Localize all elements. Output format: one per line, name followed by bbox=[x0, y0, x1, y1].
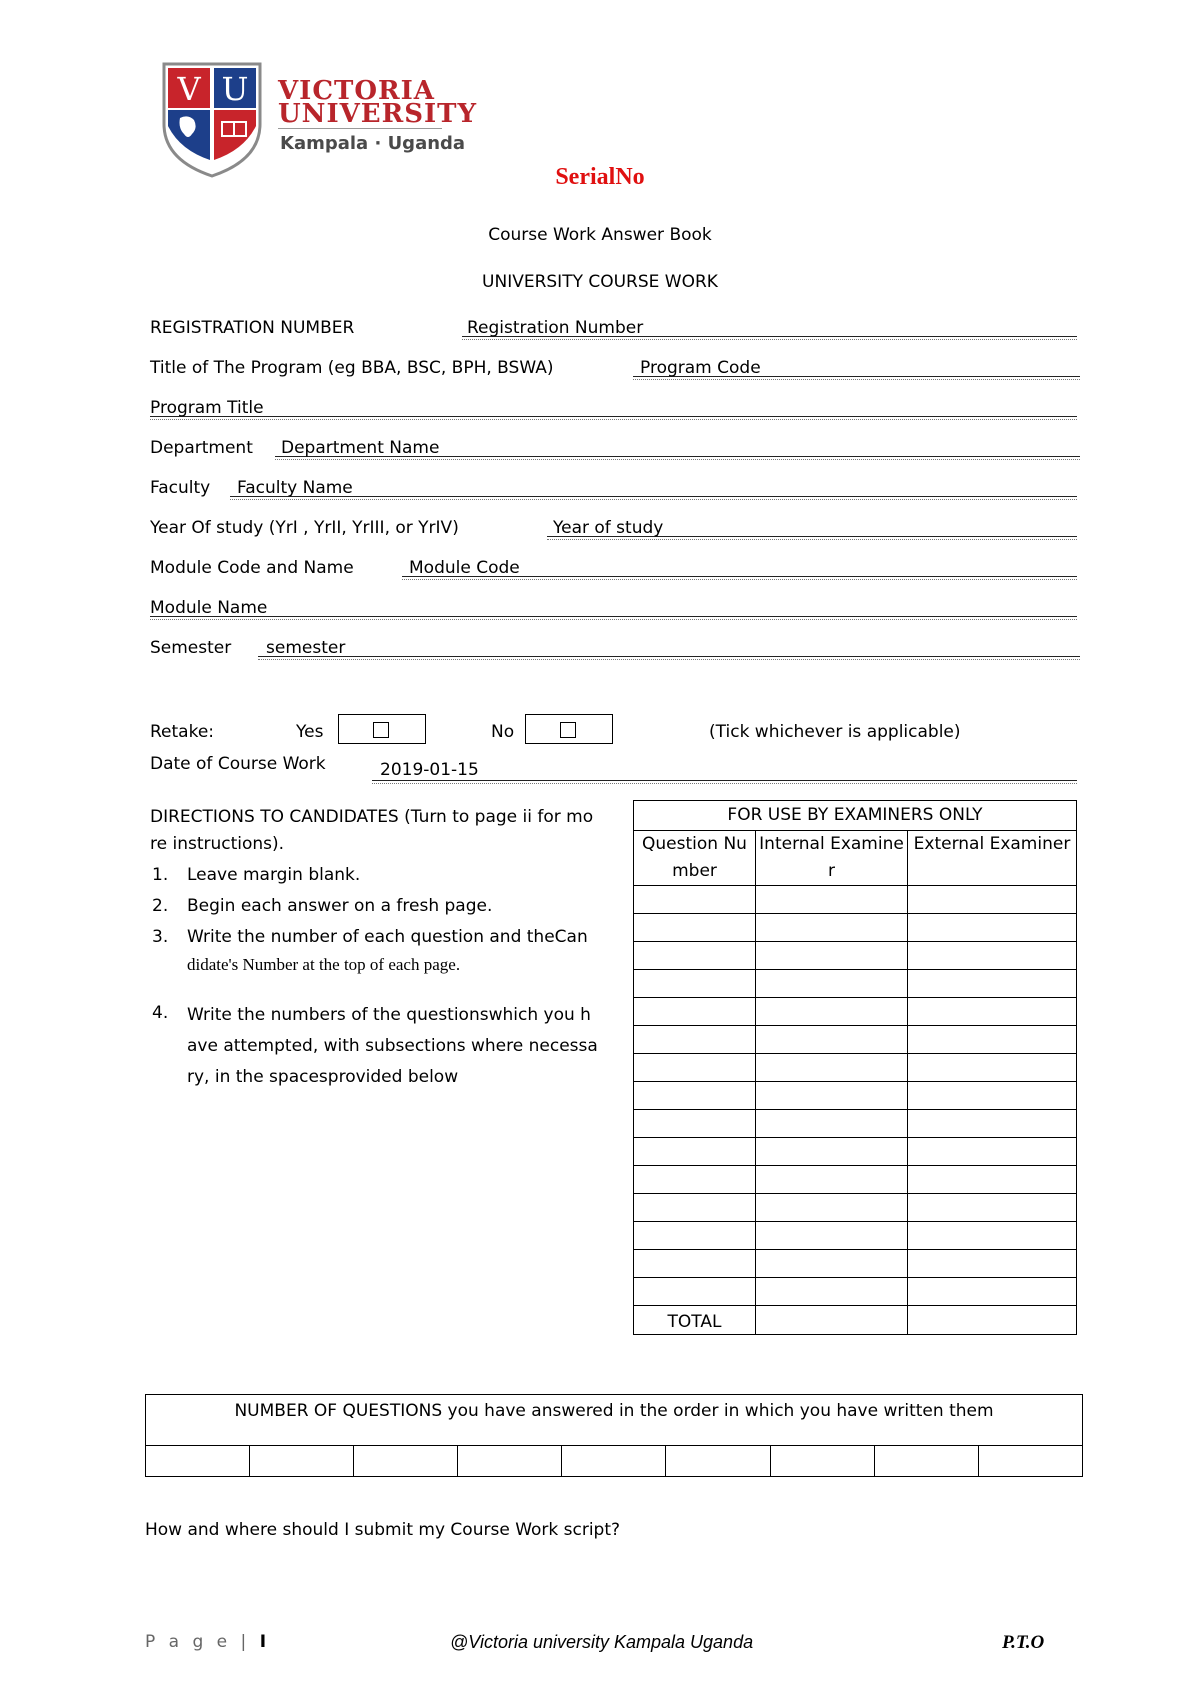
question-number-cell[interactable] bbox=[634, 1166, 756, 1194]
question-number-cell[interactable] bbox=[634, 970, 756, 998]
external-examiner-cell[interactable] bbox=[908, 886, 1077, 914]
external-examiner-cell[interactable] bbox=[908, 1082, 1077, 1110]
footer-page-number: P a g e | I bbox=[145, 1632, 267, 1652]
external-examiner-cell[interactable] bbox=[908, 1054, 1077, 1082]
year-field[interactable]: Year of study bbox=[553, 518, 664, 538]
examiner-row bbox=[634, 1026, 1077, 1054]
examiner-row bbox=[634, 886, 1077, 914]
footer-pto: P.T.O bbox=[1002, 1632, 1045, 1653]
examiners-title: FOR USE BY EXAMINERS ONLY bbox=[634, 801, 1077, 831]
semester-field[interactable]: semester bbox=[266, 638, 346, 658]
date-label: Date of Course Work bbox=[150, 754, 326, 774]
module-code-field[interactable]: Module Code bbox=[409, 558, 520, 578]
external-examiner-cell[interactable] bbox=[908, 1222, 1077, 1250]
serial-number: SerialNo bbox=[555, 164, 645, 190]
internal-examiner-cell[interactable] bbox=[756, 1166, 908, 1194]
examiner-row bbox=[634, 1278, 1077, 1306]
internal-examiner-cell[interactable] bbox=[756, 1250, 908, 1278]
directions-block bbox=[150, 804, 630, 1093]
question-number-cell[interactable] bbox=[634, 1026, 756, 1054]
external-examiner-cell[interactable] bbox=[908, 1250, 1077, 1278]
examiners-rows bbox=[634, 886, 1077, 1306]
internal-examiner-cell[interactable] bbox=[756, 1082, 908, 1110]
examiner-row bbox=[634, 1250, 1077, 1278]
retake-yes-label: Yes bbox=[296, 722, 324, 742]
date-underline bbox=[372, 780, 1077, 781]
col-internal-examiner: Internal Examiner bbox=[756, 831, 908, 886]
external-examiner-cell[interactable] bbox=[908, 914, 1077, 942]
total-label: TOTAL bbox=[634, 1306, 756, 1335]
internal-examiner-cell[interactable] bbox=[756, 970, 908, 998]
department-field[interactable]: Department Name bbox=[281, 438, 440, 458]
year-label: Year Of study (YrI , YrII, YrIII, or YrIV) bbox=[150, 518, 459, 538]
question-order-cell[interactable] bbox=[562, 1446, 666, 1477]
direction-item: 4. Write the numbers of the questionswhich you h ave attempted, with subsections where necessa ry, in the spacesprovided below bbox=[152, 1003, 598, 1087]
external-examiner-cell[interactable] bbox=[908, 1026, 1077, 1054]
question-number-cell[interactable] bbox=[634, 1250, 756, 1278]
question-number-cell[interactable] bbox=[634, 1110, 756, 1138]
registration-field[interactable]: Registration Number bbox=[467, 318, 644, 338]
faculty-label: Faculty bbox=[150, 478, 211, 498]
logo-divider bbox=[278, 128, 442, 129]
internal-examiner-cell[interactable] bbox=[756, 1110, 908, 1138]
question-number-cell[interactable] bbox=[634, 942, 756, 970]
logo-name-line1: VICTORIA bbox=[278, 76, 435, 106]
retake-yes-checkbox[interactable] bbox=[338, 714, 426, 744]
total-internal-cell[interactable] bbox=[756, 1306, 908, 1335]
footer-university: @Victoria university Kampala Uganda bbox=[450, 1632, 754, 1652]
internal-examiner-cell[interactable] bbox=[756, 914, 908, 942]
examiner-row bbox=[634, 1110, 1077, 1138]
total-external-cell[interactable] bbox=[908, 1306, 1077, 1335]
registration-label: REGISTRATION NUMBER bbox=[150, 318, 355, 338]
module-name-underline bbox=[150, 616, 1077, 617]
external-examiner-cell[interactable] bbox=[908, 1138, 1077, 1166]
department-label: Department bbox=[150, 438, 253, 458]
internal-examiner-cell[interactable] bbox=[756, 942, 908, 970]
external-examiner-cell[interactable] bbox=[908, 1166, 1077, 1194]
external-examiner-cell[interactable] bbox=[908, 970, 1077, 998]
col-external-examiner: External Examiner bbox=[908, 831, 1077, 886]
semester-label: Semester bbox=[150, 638, 232, 658]
examiner-row bbox=[634, 1082, 1077, 1110]
question-number-cell[interactable] bbox=[634, 886, 756, 914]
faculty-underline bbox=[230, 496, 1077, 497]
questions-answered-cells bbox=[146, 1446, 1083, 1477]
module-name-field[interactable]: Module Name bbox=[150, 598, 268, 618]
examiner-row bbox=[634, 1054, 1077, 1082]
logo-letter-u: U bbox=[221, 70, 249, 108]
subtitle-answer-book: Course Work Answer Book bbox=[488, 225, 712, 245]
retake-note: (Tick whichever is applicable) bbox=[709, 722, 961, 742]
internal-examiner-cell[interactable] bbox=[756, 886, 908, 914]
module-label: Module Code and Name bbox=[150, 558, 354, 578]
logo-name-line2: UNIVERSITY bbox=[278, 99, 478, 129]
external-examiner-cell[interactable] bbox=[908, 1278, 1077, 1306]
external-examiner-cell[interactable] bbox=[908, 1110, 1077, 1138]
program-title-underline bbox=[150, 416, 1077, 417]
direction-item: 2. Begin each answer on a fresh page. bbox=[152, 896, 493, 916]
examiner-row bbox=[634, 1194, 1077, 1222]
question-number-cell[interactable] bbox=[634, 1222, 756, 1250]
program-code-field[interactable]: Program Code bbox=[640, 358, 761, 378]
question-number-cell[interactable] bbox=[634, 1278, 756, 1306]
question-order-cell[interactable] bbox=[978, 1446, 1082, 1477]
program-label: Title of The Program (eg BBA, BSC, BPH, BSWA) bbox=[150, 358, 554, 378]
internal-examiner-cell[interactable] bbox=[756, 1278, 908, 1306]
internal-examiner-cell[interactable] bbox=[756, 998, 908, 1026]
directions-heading-line1: DIRECTIONS TO CANDIDATES (Turn to page ii for mo bbox=[150, 807, 594, 827]
internal-examiner-cell[interactable] bbox=[756, 1138, 908, 1166]
program-title-field[interactable]: Program Title bbox=[150, 398, 264, 418]
retake-no-label: No bbox=[491, 722, 515, 742]
university-logo-shield bbox=[160, 60, 264, 180]
questions-answered-table bbox=[145, 1394, 1083, 1477]
internal-examiner-cell[interactable] bbox=[756, 1026, 908, 1054]
external-examiner-cell[interactable] bbox=[908, 942, 1077, 970]
examiner-row bbox=[634, 942, 1077, 970]
examiner-row bbox=[634, 914, 1077, 942]
subtitle-course-work: UNIVERSITY COURSE WORK bbox=[482, 272, 718, 292]
semester-underline bbox=[258, 656, 1080, 657]
question-number-cell[interactable] bbox=[634, 1194, 756, 1222]
retake-no-checkbox[interactable] bbox=[525, 714, 613, 744]
question-order-cell[interactable] bbox=[666, 1446, 770, 1477]
questions-answered-heading: NUMBER OF QUESTIONS you have answered in the order in which you have written them bbox=[146, 1395, 1083, 1446]
logo-location: Kampala · Uganda bbox=[280, 133, 466, 154]
retake-label: Retake: bbox=[150, 722, 215, 742]
col-question-number: Question Number bbox=[634, 831, 756, 886]
question-number-cell[interactable] bbox=[634, 998, 756, 1026]
direction-item: 3. Write the number of each question and theCan didate's Number at the top of each page. bbox=[152, 927, 588, 974]
question-number-cell[interactable] bbox=[634, 1082, 756, 1110]
examiner-row bbox=[634, 1222, 1077, 1250]
internal-examiner-cell[interactable] bbox=[756, 1054, 908, 1082]
question-order-cell[interactable] bbox=[250, 1446, 354, 1477]
question-number-cell[interactable] bbox=[634, 914, 756, 942]
faculty-field[interactable]: Faculty Name bbox=[237, 478, 353, 498]
logo-letter-v: V bbox=[177, 70, 201, 108]
directions-heading-line2: re instructions). bbox=[150, 834, 285, 854]
submit-question: How and where should I submit my Course Work script? bbox=[145, 1520, 621, 1540]
external-examiner-cell[interactable] bbox=[908, 1194, 1077, 1222]
external-examiner-cell[interactable] bbox=[908, 998, 1077, 1026]
examiner-row bbox=[634, 998, 1077, 1026]
internal-examiner-cell[interactable] bbox=[756, 1194, 908, 1222]
examiner-row bbox=[634, 1138, 1077, 1166]
question-order-cell[interactable] bbox=[874, 1446, 978, 1477]
question-number-cell[interactable] bbox=[634, 1054, 756, 1082]
direction-item: 1. Leave margin blank. bbox=[152, 865, 361, 885]
question-number-cell[interactable] bbox=[634, 1138, 756, 1166]
examiner-row bbox=[634, 1166, 1077, 1194]
question-order-cell[interactable] bbox=[354, 1446, 458, 1477]
question-order-cell[interactable] bbox=[146, 1446, 250, 1477]
date-field[interactable]: 2019-01-15 bbox=[380, 760, 479, 780]
examiners-table bbox=[633, 800, 1077, 1335]
examiner-row bbox=[634, 970, 1077, 998]
internal-examiner-cell[interactable] bbox=[756, 1222, 908, 1250]
question-order-cell[interactable] bbox=[770, 1446, 874, 1477]
question-order-cell[interactable] bbox=[458, 1446, 562, 1477]
